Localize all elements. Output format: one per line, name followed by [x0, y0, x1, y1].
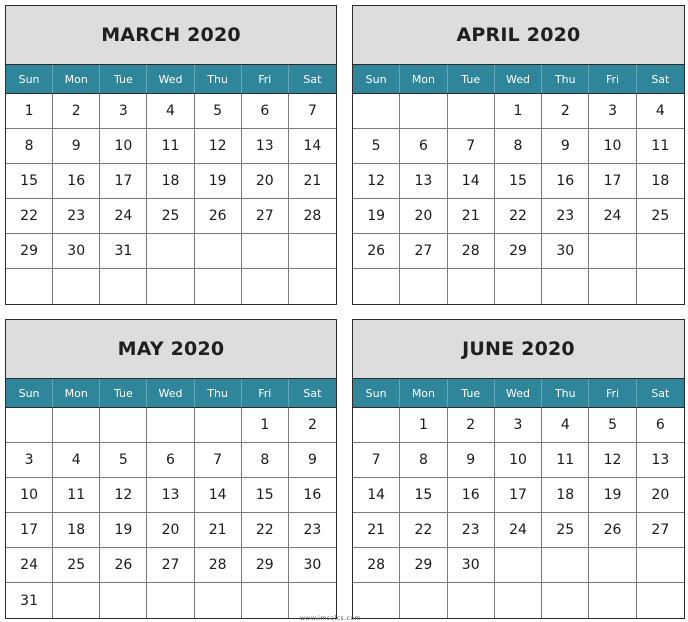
empty-day-cell [353, 408, 400, 443]
day-grid [353, 408, 684, 618]
empty-day-cell [53, 269, 100, 304]
day-cell: 20 [400, 199, 447, 234]
day-cell: 1 [6, 94, 53, 129]
weekday-mon: Mon [53, 379, 100, 407]
day-cell: 4 [53, 443, 100, 478]
day-cell: 22 [6, 199, 53, 234]
day-cell: 28 [195, 548, 242, 583]
calendar-may-2020 [5, 319, 337, 619]
empty-day-cell [448, 269, 495, 304]
day-cell: 1 [242, 408, 289, 443]
weekday-header [353, 379, 684, 408]
day-cell: 8 [242, 443, 289, 478]
day-cell: 17 [100, 164, 147, 199]
weekday-tue: Tue [448, 65, 495, 93]
day-cell: 19 [353, 199, 400, 234]
month-title: JUNE 2020 [353, 320, 684, 379]
empty-day-cell [53, 408, 100, 443]
day-cell: 17 [495, 478, 542, 513]
empty-day-cell [448, 94, 495, 129]
day-cell: 19 [589, 478, 636, 513]
day-cell: 25 [53, 548, 100, 583]
day-cell: 12 [195, 129, 242, 164]
empty-day-cell [637, 269, 684, 304]
empty-day-cell [542, 583, 589, 618]
day-cell: 3 [495, 408, 542, 443]
day-cell: 6 [400, 129, 447, 164]
day-cell: 10 [6, 478, 53, 513]
day-cell: 2 [448, 408, 495, 443]
day-cell: 29 [400, 548, 447, 583]
day-cell: 24 [100, 199, 147, 234]
empty-day-cell [100, 269, 147, 304]
day-cell: 4 [637, 94, 684, 129]
empty-day-cell [542, 269, 589, 304]
weekday-wed: Wed [147, 65, 194, 93]
day-cell: 8 [495, 129, 542, 164]
day-cell: 15 [495, 164, 542, 199]
weekday-fri: Fri [242, 65, 289, 93]
empty-day-cell [53, 583, 100, 618]
day-cell: 7 [448, 129, 495, 164]
month-title: MARCH 2020 [6, 6, 336, 65]
weekday-thu: Thu [195, 379, 242, 407]
day-cell: 29 [242, 548, 289, 583]
day-cell: 31 [100, 234, 147, 269]
day-cell: 18 [637, 164, 684, 199]
day-cell: 5 [353, 129, 400, 164]
day-cell: 29 [6, 234, 53, 269]
day-cell: 20 [242, 164, 289, 199]
weekday-header [6, 65, 336, 94]
weekday-sun: Sun [353, 65, 400, 93]
empty-day-cell [242, 269, 289, 304]
empty-day-cell [448, 583, 495, 618]
day-cell: 13 [637, 443, 684, 478]
weekday-sat: Sat [303, 72, 322, 86]
day-cell: 12 [353, 164, 400, 199]
empty-day-cell [400, 583, 447, 618]
day-cell: 27 [242, 199, 289, 234]
day-cell: 16 [289, 478, 336, 513]
day-cell: 4 [147, 94, 194, 129]
empty-day-cell [495, 548, 542, 583]
day-cell: 28 [289, 199, 336, 234]
empty-day-cell [289, 234, 336, 269]
empty-day-cell [495, 583, 542, 618]
empty-day-cell [637, 583, 684, 618]
day-cell: 22 [400, 513, 447, 548]
day-cell: 14 [353, 478, 400, 513]
day-cell: 6 [637, 408, 684, 443]
weekday-thu: Thu [195, 65, 242, 93]
day-cell: 16 [542, 164, 589, 199]
day-cell: 27 [637, 513, 684, 548]
empty-day-cell [242, 583, 289, 618]
month-title: APRIL 2020 [353, 6, 684, 65]
weekday-wed: Wed [495, 65, 542, 93]
empty-day-cell [195, 269, 242, 304]
day-cell: 30 [542, 234, 589, 269]
weekday-header [353, 65, 684, 94]
day-grid [6, 408, 336, 618]
day-cell: 4 [542, 408, 589, 443]
weekday-mon: Mon [400, 379, 447, 407]
empty-day-cell [147, 583, 194, 618]
weekday-sun: Sun [6, 379, 53, 407]
day-cell: 15 [6, 164, 53, 199]
empty-day-cell [6, 408, 53, 443]
month-title: MAY 2020 [6, 320, 336, 379]
weekday-fri: Fri [589, 65, 636, 93]
watermark-text: www.imcalcs.com [300, 615, 361, 622]
day-cell: 11 [542, 443, 589, 478]
empty-day-cell [100, 583, 147, 618]
day-cell: 30 [53, 234, 100, 269]
weekday-sat: Sat [651, 386, 670, 400]
empty-day-cell [242, 234, 289, 269]
weekday-mon: Mon [53, 65, 100, 93]
day-cell: 24 [589, 199, 636, 234]
day-cell: 6 [242, 94, 289, 129]
day-cell: 2 [53, 94, 100, 129]
day-cell: 9 [542, 129, 589, 164]
empty-day-cell [400, 94, 447, 129]
day-cell: 20 [147, 513, 194, 548]
day-cell: 2 [289, 408, 336, 443]
day-cell: 17 [6, 513, 53, 548]
empty-day-cell [637, 234, 684, 269]
weekday-thu: Thu [542, 65, 589, 93]
empty-day-cell [147, 269, 194, 304]
day-cell: 9 [289, 443, 336, 478]
day-cell: 2 [542, 94, 589, 129]
day-cell: 6 [147, 443, 194, 478]
weekday-fri: Fri [242, 379, 289, 407]
day-cell: 1 [495, 94, 542, 129]
day-cell: 23 [448, 513, 495, 548]
empty-day-cell [195, 583, 242, 618]
day-cell: 22 [495, 199, 542, 234]
day-cell: 22 [242, 513, 289, 548]
day-cell: 5 [100, 443, 147, 478]
empty-day-cell [289, 269, 336, 304]
day-cell: 9 [448, 443, 495, 478]
day-cell: 5 [195, 94, 242, 129]
day-cell: 29 [495, 234, 542, 269]
day-cell: 5 [589, 408, 636, 443]
empty-day-cell [353, 269, 400, 304]
empty-day-cell [289, 583, 336, 618]
day-cell: 23 [289, 513, 336, 548]
day-cell: 16 [448, 478, 495, 513]
empty-day-cell [589, 234, 636, 269]
day-cell: 9 [53, 129, 100, 164]
weekday-mon: Mon [400, 65, 447, 93]
empty-day-cell [147, 408, 194, 443]
weekday-wed: Wed [495, 379, 542, 407]
day-cell: 28 [448, 234, 495, 269]
empty-day-cell [542, 548, 589, 583]
weekday-tue: Tue [448, 379, 495, 407]
day-cell: 30 [448, 548, 495, 583]
weekday-sun: Sun [353, 379, 400, 407]
day-cell: 11 [637, 129, 684, 164]
day-cell: 21 [195, 513, 242, 548]
day-cell: 1 [400, 408, 447, 443]
day-cell: 12 [100, 478, 147, 513]
day-cell: 27 [147, 548, 194, 583]
day-cell: 24 [6, 548, 53, 583]
empty-day-cell [495, 269, 542, 304]
day-cell: 18 [53, 513, 100, 548]
day-cell: 30 [289, 548, 336, 583]
day-cell: 15 [242, 478, 289, 513]
day-cell: 11 [147, 129, 194, 164]
calendar-april-2020 [352, 5, 685, 305]
day-cell: 14 [448, 164, 495, 199]
empty-day-cell [6, 269, 53, 304]
day-cell: 3 [589, 94, 636, 129]
day-grid [353, 94, 684, 304]
day-cell: 7 [289, 94, 336, 129]
day-cell: 3 [6, 443, 53, 478]
day-cell: 24 [495, 513, 542, 548]
day-cell: 26 [100, 548, 147, 583]
day-cell: 21 [289, 164, 336, 199]
day-cell: 23 [53, 199, 100, 234]
day-cell: 28 [353, 548, 400, 583]
day-cell: 12 [589, 443, 636, 478]
day-cell: 27 [400, 234, 447, 269]
weekday-sun: Sun [6, 65, 53, 93]
day-cell: 11 [53, 478, 100, 513]
empty-day-cell [589, 269, 636, 304]
day-cell: 25 [542, 513, 589, 548]
weekday-sat: Sat [303, 386, 322, 400]
empty-day-cell [147, 234, 194, 269]
day-cell: 10 [100, 129, 147, 164]
day-cell: 20 [637, 478, 684, 513]
empty-day-cell [100, 408, 147, 443]
day-cell: 7 [353, 443, 400, 478]
day-cell: 26 [195, 199, 242, 234]
day-cell: 3 [100, 94, 147, 129]
weekday-wed: Wed [147, 379, 194, 407]
calendar-june-2020 [352, 319, 685, 619]
weekday-thu: Thu [542, 379, 589, 407]
day-cell: 10 [589, 129, 636, 164]
day-cell: 14 [195, 478, 242, 513]
day-cell: 21 [353, 513, 400, 548]
weekday-tue: Tue [100, 65, 147, 93]
day-cell: 13 [242, 129, 289, 164]
day-cell: 15 [400, 478, 447, 513]
weekday-sat: Sat [651, 72, 670, 86]
empty-day-cell [353, 94, 400, 129]
day-cell: 31 [6, 583, 53, 618]
empty-day-cell [589, 583, 636, 618]
weekday-header [6, 379, 336, 408]
empty-day-cell [589, 548, 636, 583]
day-cell: 21 [448, 199, 495, 234]
day-cell: 19 [195, 164, 242, 199]
day-cell: 23 [542, 199, 589, 234]
day-cell: 7 [195, 443, 242, 478]
day-cell: 19 [100, 513, 147, 548]
empty-day-cell [195, 408, 242, 443]
day-cell: 17 [589, 164, 636, 199]
day-cell: 10 [495, 443, 542, 478]
day-cell: 26 [589, 513, 636, 548]
day-cell: 16 [53, 164, 100, 199]
empty-day-cell [195, 234, 242, 269]
day-grid [6, 94, 336, 304]
empty-day-cell [353, 583, 400, 618]
day-cell: 8 [400, 443, 447, 478]
weekday-fri: Fri [589, 379, 636, 407]
empty-day-cell [400, 269, 447, 304]
day-cell: 13 [147, 478, 194, 513]
empty-day-cell [637, 548, 684, 583]
day-cell: 18 [542, 478, 589, 513]
day-cell: 14 [289, 129, 336, 164]
day-cell: 26 [353, 234, 400, 269]
calendar-march-2020 [5, 5, 337, 305]
weekday-tue: Tue [100, 379, 147, 407]
day-cell: 13 [400, 164, 447, 199]
day-cell: 8 [6, 129, 53, 164]
day-cell: 18 [147, 164, 194, 199]
day-cell: 25 [147, 199, 194, 234]
day-cell: 25 [637, 199, 684, 234]
